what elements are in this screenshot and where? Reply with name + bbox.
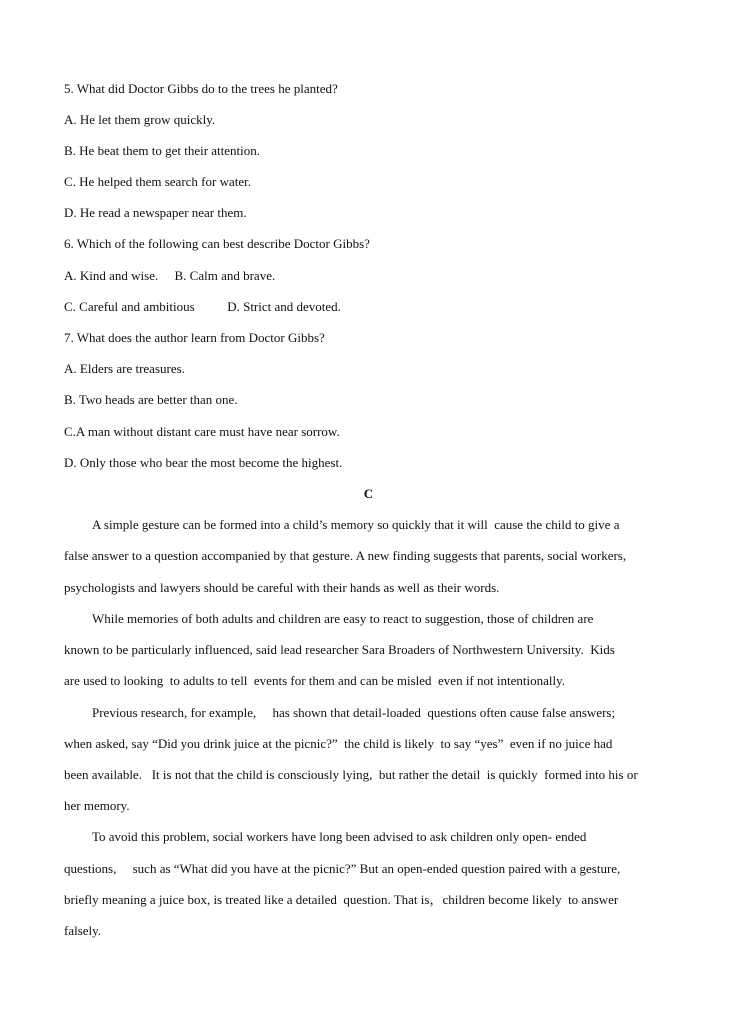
question-7-option-d: D. Only those who bear the most become the highest. (64, 455, 343, 470)
question-5-option-c: C. He helped them search for water. (64, 174, 251, 189)
question-6-stem: 6. Which of the following can best describe Doctor Gibbs? (64, 236, 370, 251)
passage-line: questions, such as “What did you have at the picnic?” But an open-ended question paired with a gesture, (64, 861, 621, 876)
question-5-stem: 5. What did Doctor Gibbs do to the trees he planted? (64, 81, 338, 96)
passage-line: when asked, say “Did you drink juice at the picnic?” the child is likely to say “yes” even if no juice had (64, 736, 613, 751)
question-6-options-ab: A. Kind and wise. B. Calm and brave. (64, 268, 276, 283)
question-5-option-b: B. He beat them to get their attention. (64, 143, 261, 158)
passage-line: false answer to a question accompanied by that gesture. A new finding suggests that parents, social workers, (64, 548, 627, 563)
passage-line: known to be particularly influenced, said lead researcher Sara Broaders of Northwestern University. Kids (64, 642, 615, 657)
passage-line: been available. It is not that the child is consciously lying, but rather the detail is quickly formed into his or (64, 767, 638, 782)
passage-line: To avoid this problem, social workers have long been advised to ask children only open- ended (92, 829, 587, 844)
passage-heading: C (363, 486, 374, 501)
question-5-option-d: D. He read a newspaper near them. (64, 205, 247, 220)
passage-line: psychologists and lawyers should be careful with their hands as well as their words. (64, 580, 500, 595)
passage-line: her memory. (64, 798, 130, 813)
passage-line: briefly meaning a juice box, is treated like a detailed question. That is，children become likely to answer (64, 892, 619, 907)
passage-line: A simple gesture can be formed into a child’s memory so quickly that it will cause the child to give a (92, 517, 620, 532)
passage-line: While memories of both adults and children are easy to react to suggestion, those of children are (92, 611, 594, 626)
question-7-stem: 7. What does the author learn from Doctor Gibbs? (64, 330, 325, 345)
question-6-options-cd: C. Careful and ambitious D. Strict and devoted. (64, 299, 341, 314)
question-7-option-a: A. Elders are treasures. (64, 361, 185, 376)
question-7-option-c: C.A man without distant care must have near sorrow. (64, 424, 340, 439)
passage-line: are used to looking to adults to tell events for them and can be misled even if not intentionally. (64, 673, 565, 688)
passage-line: falsely. (64, 923, 102, 938)
question-7-option-b: B. Two heads are better than one. (64, 392, 238, 407)
passage-line: Previous research, for example, has shown that detail-loaded questions often cause false answers; (92, 705, 616, 720)
question-5-option-a: A. He let them grow quickly. (64, 112, 216, 127)
